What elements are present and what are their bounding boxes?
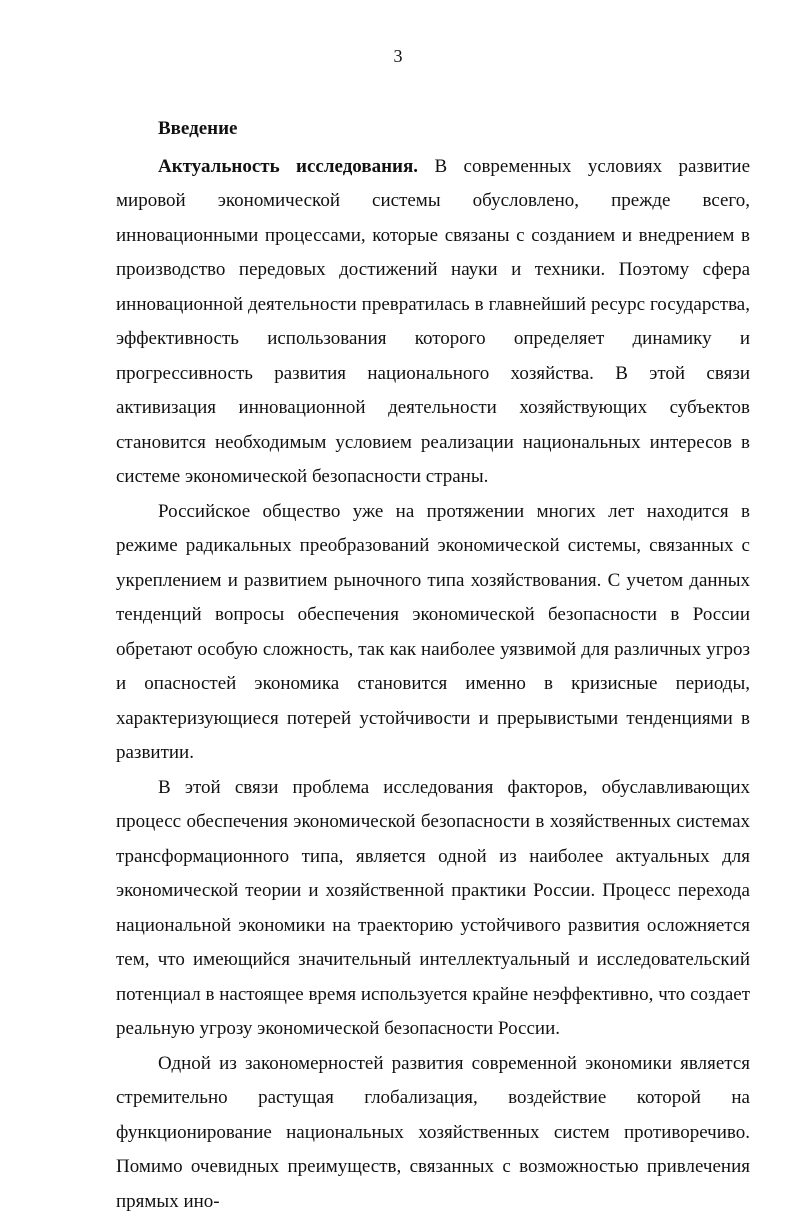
- paragraph-4: Одной из закономерностей развития современной экономики является стремительно растущая глобализация, воздействие которой на функционирование национальных хозяйственных систем противоречиво. Помимо очевидных преимуществ, связанных с возможностью привлечения прямых ино-: [116, 1052, 750, 1212]
- lead-phrase: Актуальность исследования.: [158, 155, 419, 177]
- paragraph-3: В этой связи проблема исследования факторов, обуславливающих процесс обеспечения экономической безопасности в хозяйственных системах трансформационного типа, является одной из наиболее актуальных для экономической теории и хозяйственной практики России. Процесс перехода национальной экономики на траекторию устойчивого развития осложняется тем, что имеющийся значительный интеллектуальный и исследовательский потенциал в настоящее время используется крайне неэффективно, что создает реальную угрозу экономической безопасности России.: [116, 776, 750, 1039]
- section-heading: Введение: [158, 118, 238, 139]
- page-number: 3: [393, 46, 403, 66]
- paragraph-1-text: В современных условиях развитие мировой экономической системы обусловлено, прежде всего, инновационными процессами, которые связаны с созданием и внедрением в производство передовых достижений науки и техники. Поэтому сфера инновационной деятельности превратилась в главнейший ресурс государства, эффективность использования которого определяет динамику и прогрессивность развития национального хозяйства. В этой связи активизация инновационной деятельности хозяйствующих субъектов становится необходимым условием реализации национальных интересов в системе экономической безопасности страны.: [116, 155, 750, 487]
- document-body: [116, 112, 750, 1219]
- paragraph-1: [116, 150, 750, 495]
- paragraph-2: Российское общество уже на протяжении многих лет находится в режиме радикальных преобразований экономической системы, связанных с укреплением и развитием рыночного типа хозяйствования. С учетом данных тенденций вопросы обеспечения экономической безопасности в России обретают особую сложность, так как наиболее уязвимой для различных угроз и опасностей экономика становится именно в кризисные периоды, характеризующиеся потерей устойчивости и прерывистыми тенденциями в развитии.: [116, 500, 750, 763]
